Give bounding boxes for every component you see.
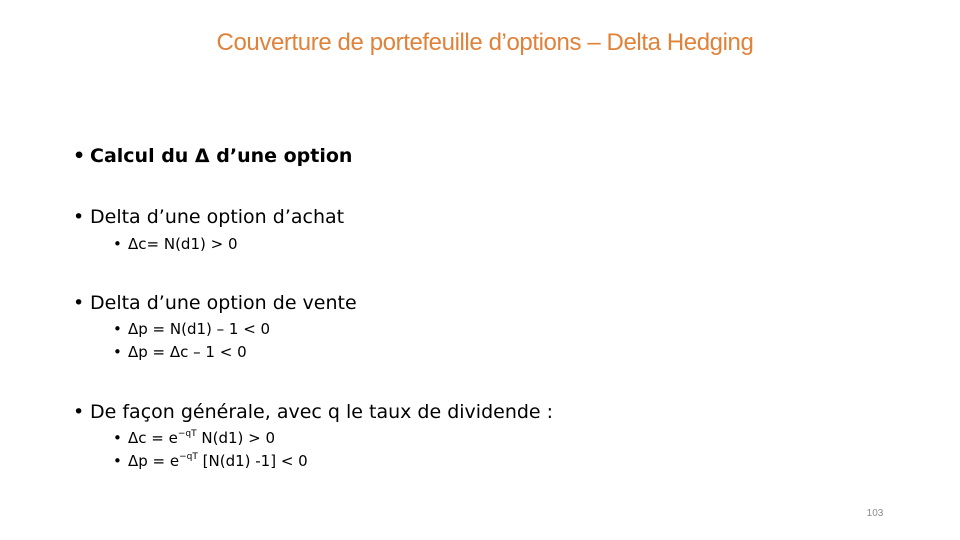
sub-bullet-marker: • <box>113 343 122 361</box>
formula-text: Δc= N(d1) > 0 <box>128 235 238 253</box>
bullet-text: De façon générale, avec q le taux de dividende : <box>90 401 554 423</box>
bullet-marker: • <box>73 401 85 423</box>
bullet-general-dividend <box>73 401 553 423</box>
bullet-text: Calcul du Δ d’une option <box>90 145 353 167</box>
sub-bullet-delta-put-dividend <box>113 452 308 470</box>
sub-bullet-marker: • <box>113 429 122 447</box>
formula-text: Δp = Δc – 1 < 0 <box>128 343 247 361</box>
formula-text: Δp = N(d1) – 1 < 0 <box>128 320 271 338</box>
bullet-marker: • <box>73 206 85 228</box>
bullet-delta-call <box>73 206 344 228</box>
bullet-text: Delta d’une option d’achat <box>90 206 345 228</box>
bullet-delta-put <box>73 292 357 314</box>
bullet-marker: • <box>73 292 85 314</box>
formula-exponent: −qT <box>177 429 197 439</box>
sub-bullet-delta-put-formula-1 <box>113 320 270 338</box>
formula-pre: Δp = e <box>128 452 180 470</box>
bullet-marker: • <box>73 145 86 167</box>
page-number: 103 <box>866 508 884 519</box>
formula-post: N(d1) > 0 <box>196 429 276 447</box>
bullet-calcul-delta <box>73 145 352 167</box>
formula-post: [N(d1) -1] < 0 <box>197 452 308 470</box>
slide-title: Couverture de portefeuille d’options – Delta Hedging <box>216 29 754 56</box>
sub-bullet-marker: • <box>113 320 122 338</box>
formula-exponent: −qT <box>179 452 198 462</box>
formula-pre: Δc = e <box>128 429 178 447</box>
sub-bullet-delta-call-formula <box>113 235 237 253</box>
bullet-text: Delta d’une option de vente <box>90 292 357 314</box>
sub-bullet-marker: • <box>113 452 122 470</box>
sub-bullet-delta-put-formula-2 <box>113 343 247 361</box>
sub-bullet-delta-call-dividend <box>113 429 275 447</box>
sub-bullet-marker: • <box>113 235 122 253</box>
